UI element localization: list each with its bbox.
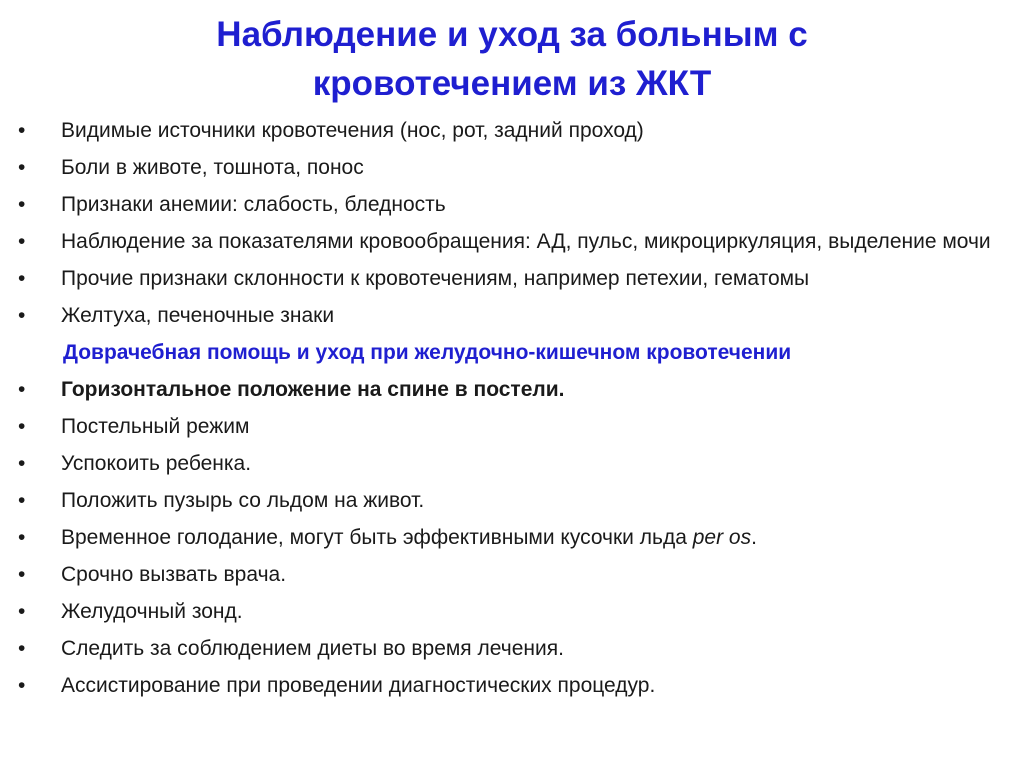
slide-title-line-2: кровотечением из ЖКТ	[312, 64, 712, 103]
list-item-text: Боли в животе, тошнота, понос	[61, 156, 364, 179]
list-item-text: Признаки анемии: слабость, бледность	[61, 193, 446, 216]
list-item-visible-sources	[0, 118, 1024, 143]
bullet-icon: •	[18, 304, 26, 327]
list-item-text	[61, 526, 757, 549]
bullet-icon: •	[18, 452, 26, 475]
list-item-text: Желтуха, печеночные знаки	[61, 304, 335, 327]
list-item-text-end: .	[751, 526, 757, 549]
bullet-icon: •	[18, 563, 26, 586]
bullet-icon: •	[18, 637, 26, 660]
bullet-icon: •	[18, 267, 26, 290]
list-item-fasting	[0, 525, 1024, 550]
slide-title	[0, 10, 1024, 108]
list-item-text: Желудочный зонд.	[61, 600, 243, 623]
list-item-diet-monitoring	[0, 636, 1024, 661]
list-item-text: Постельный режим	[61, 415, 250, 438]
section-subheading: Доврачебная помощь и уход при желудочно-кишечном кровотечении	[63, 341, 792, 364]
list-item-text: Прочие признаки склонности к кровотечениям, например петехии, гематомы	[61, 267, 810, 290]
bullet-icon: •	[18, 119, 26, 142]
list-item-text: Следить за соблюдением диеты во время лечения.	[61, 637, 564, 660]
slide-title-line-1: Наблюдение и уход за больным с	[216, 15, 808, 54]
list-item-anemia-signs	[0, 192, 1024, 217]
list-item-diagnostic-assist	[0, 673, 1024, 698]
list-item-abdominal-pain	[0, 155, 1024, 180]
bullet-icon: •	[18, 526, 26, 549]
list-item-text: Успокоить ребенка.	[61, 452, 252, 475]
bullet-icon: •	[18, 230, 26, 253]
list-item-text: Видимые источники кровотечения (нос, рот, задний проход)	[61, 119, 644, 142]
list-item-text: Срочно вызвать врача.	[61, 563, 287, 586]
list-item-text: Горизонтальное положение на спине в постели.	[61, 378, 565, 401]
bullet-icon: •	[18, 600, 26, 623]
list-item-ice-pack	[0, 488, 1024, 513]
list-item-text: Наблюдение за показателями кровообращения: АД, пульс, микроциркуляция, выделение мочи	[61, 230, 991, 253]
bullet-icon: •	[18, 156, 26, 179]
list-item-circulation-monitoring	[0, 229, 1024, 254]
list-item-bleeding-tendency	[0, 266, 1024, 291]
list-item-calm-child	[0, 451, 1024, 476]
bullet-icon: •	[18, 378, 26, 401]
list-item-horizontal-position	[0, 377, 1024, 402]
bullet-icon: •	[18, 489, 26, 512]
list-item-text-main: Временное голодание, могут быть эффективными кусочки льда	[61, 526, 693, 549]
list-item-call-doctor	[0, 562, 1024, 587]
list-item-jaundice	[0, 303, 1024, 328]
bullet-list	[0, 118, 1024, 710]
list-item-text: Ассистирование при проведении диагностических процедур.	[61, 674, 656, 697]
bullet-icon: •	[18, 674, 26, 697]
list-item-text-italic: per os	[692, 526, 752, 549]
list-item-text: Положить пузырь со льдом на живот.	[61, 489, 425, 512]
list-item-gastric-tube	[0, 599, 1024, 624]
bullet-icon: •	[18, 193, 26, 216]
list-item-bed-rest	[0, 414, 1024, 439]
bullet-icon: •	[18, 415, 26, 438]
